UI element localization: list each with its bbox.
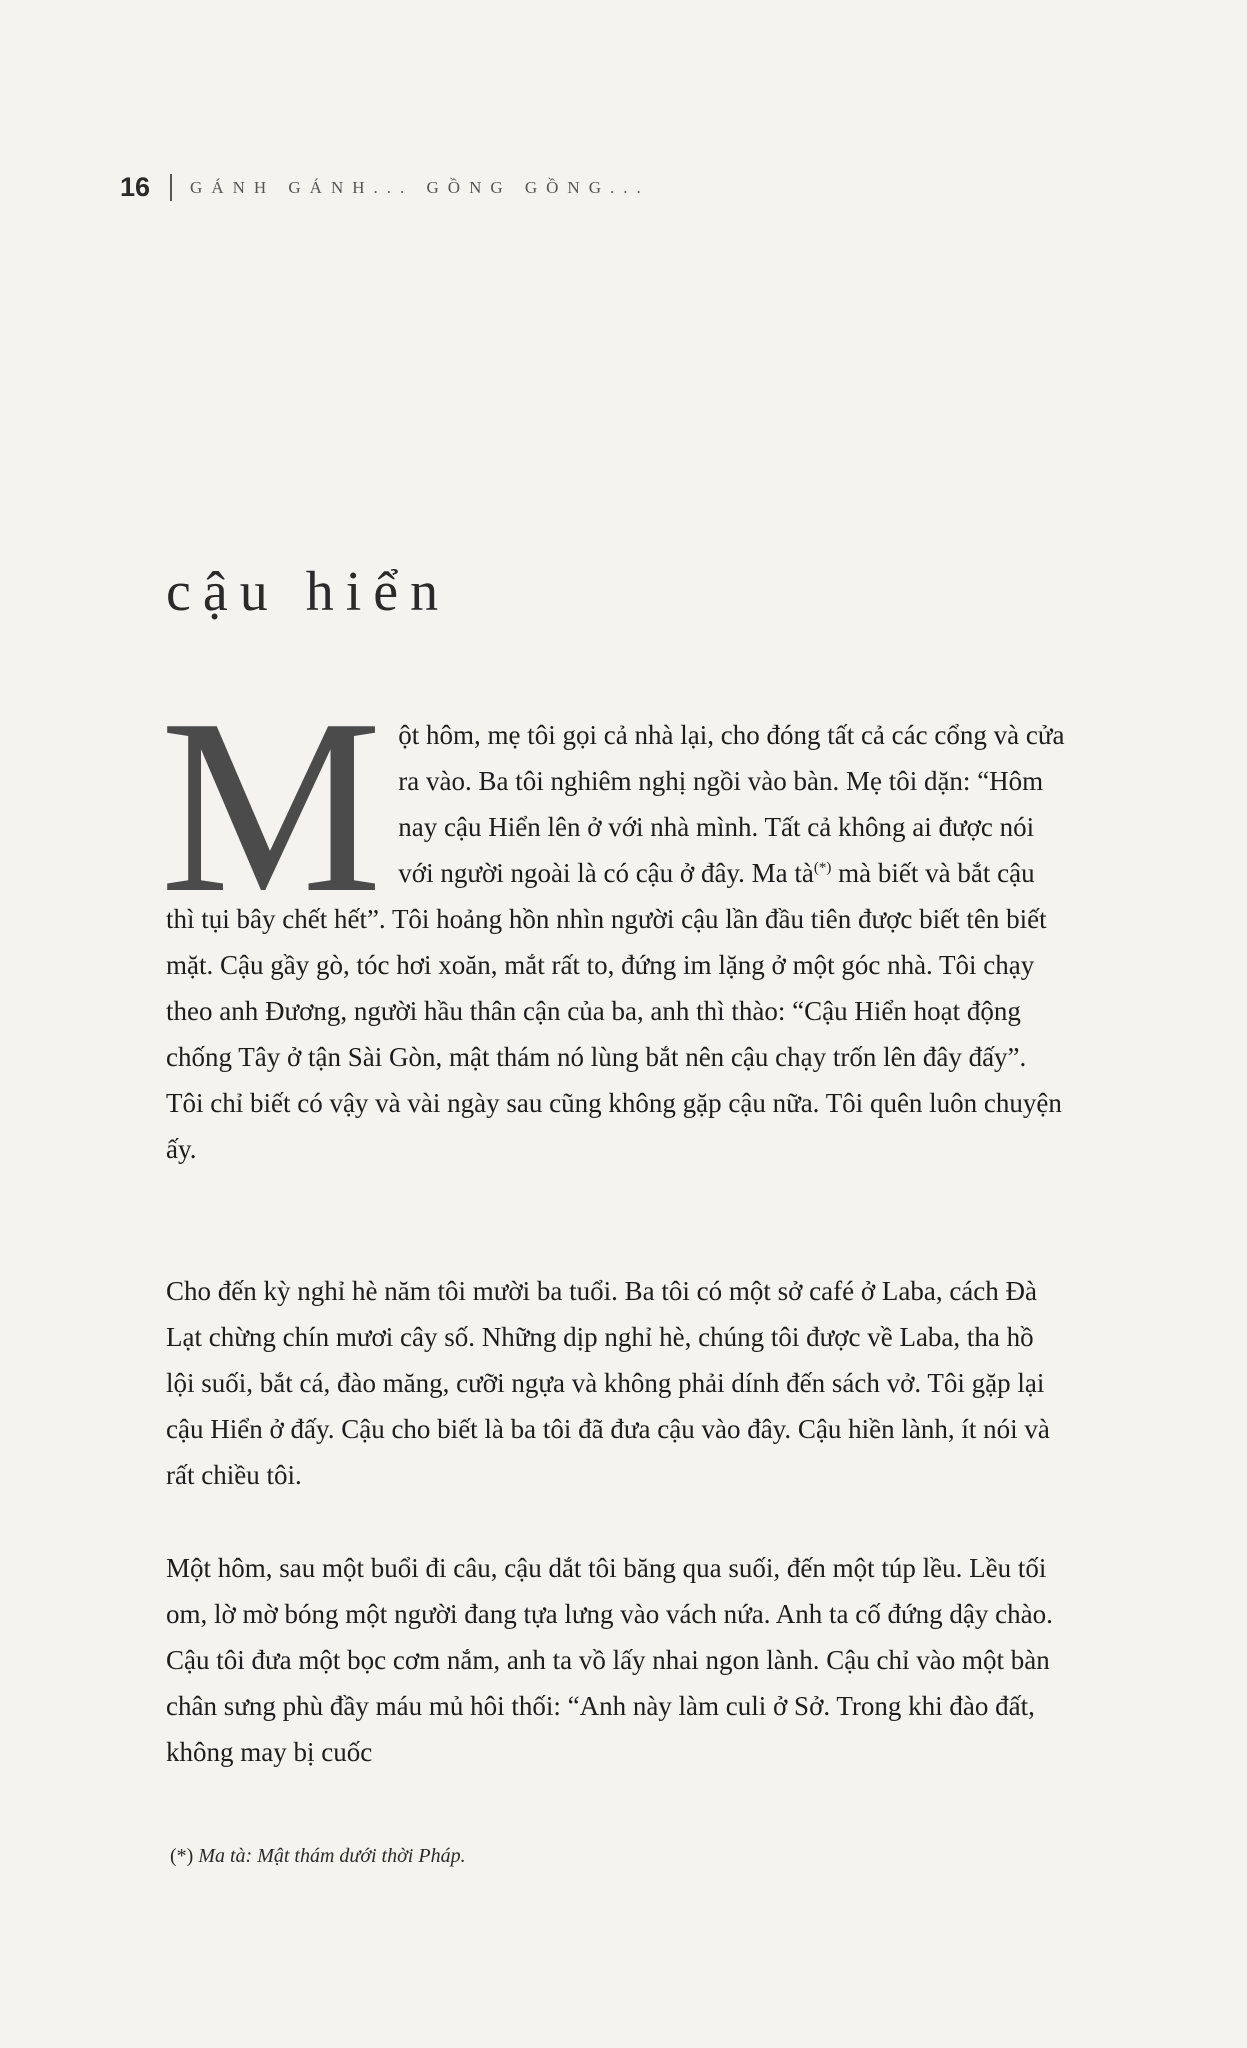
header-divider bbox=[170, 174, 172, 201]
footnote bbox=[170, 1845, 466, 1868]
page-number: 16 bbox=[120, 172, 151, 202]
paragraph-1-text-b: mà biết và bắt cậu thì tụi bây chết hết”. Tôi hoảng hồn nhìn người cậu lần đầu tiên được biết tên biết mặt. Cậu gầy gò, tóc hơi xoăn, mắt rất to, đứng im lặng ở một góc nhà. Tôi chạy theo anh Đương, người hầu thân cận của ba, anh thì thào: “Cậu Hiển hoạt động chống Tây ở tận Sài Gòn, mật thám nó lùng bắt nên cậu chạy trốn lên đây đấy”. Tôi chỉ biết có vậy và vài ngày sau cũng không gặp cậu nữa. Tôi quên luôn chuyện ấy. bbox=[166, 858, 1062, 1164]
paragraph-2: Cho đến kỳ nghỉ hè năm tôi mười ba tuổi. Ba tôi có một sở café ở Laba, cách Đà Lạt chừng chín mươi cây số. Những dịp nghỉ hè, chúng tôi được về Laba, tha hồ lội suối, bắt cá, đào măng, cưỡi ngựa và không phải dính đến sách vở. Tôi gặp lại cậu Hiển ở đấy. Cậu cho biết là ba tôi đã đưa cậu vào đây. Cậu hiền lành, ít nói và rất chiều tôi. bbox=[166, 1276, 1050, 1490]
paragraph-1 bbox=[160, 668, 1066, 1172]
paragraph-1-text-a: ột hôm, mẹ tôi gọi cả nhà lại, cho đóng tất cả các cổng và cửa ra vào. Ba tôi nghiêm nghị ngồi vào bàn. Mẹ tôi dặn: “Hôm nay cậu Hiển lên ở với nhà mình. Tất cả không ai được nói với người ngoài là có cậu ở đây. Ma tà bbox=[398, 720, 1065, 888]
footnote-text: Ma tà: Mật thám dưới thời Pháp. bbox=[193, 1845, 466, 1867]
chapter-title: cậu hiển bbox=[166, 561, 451, 623]
paragraph-3: Một hôm, sau một buổi đi câu, cậu dắt tôi băng qua suối, đến một túp lều. Lều tối om, lờ mờ bóng một người đang tựa lưng vào vách nứa. Anh ta cố đứng dậy chào. Cậu tôi đưa một bọc cơm nắm, anh ta vồ lấy nhai ngon lành. Cậu chỉ vào một bàn chân sưng phù đầy máu mủ hôi thối: “Anh này làm culi ở Sở. Trong khi đào đất, không may bị cuốc bbox=[166, 1553, 1053, 1767]
footnote-reference: (*) bbox=[813, 860, 832, 876]
drop-cap: M bbox=[160, 668, 383, 945]
running-head bbox=[120, 172, 650, 203]
book-title: GÁNH GÁNH... GỒNG GỒNG... bbox=[190, 177, 650, 197]
footnote-label: (*) bbox=[170, 1845, 194, 1867]
